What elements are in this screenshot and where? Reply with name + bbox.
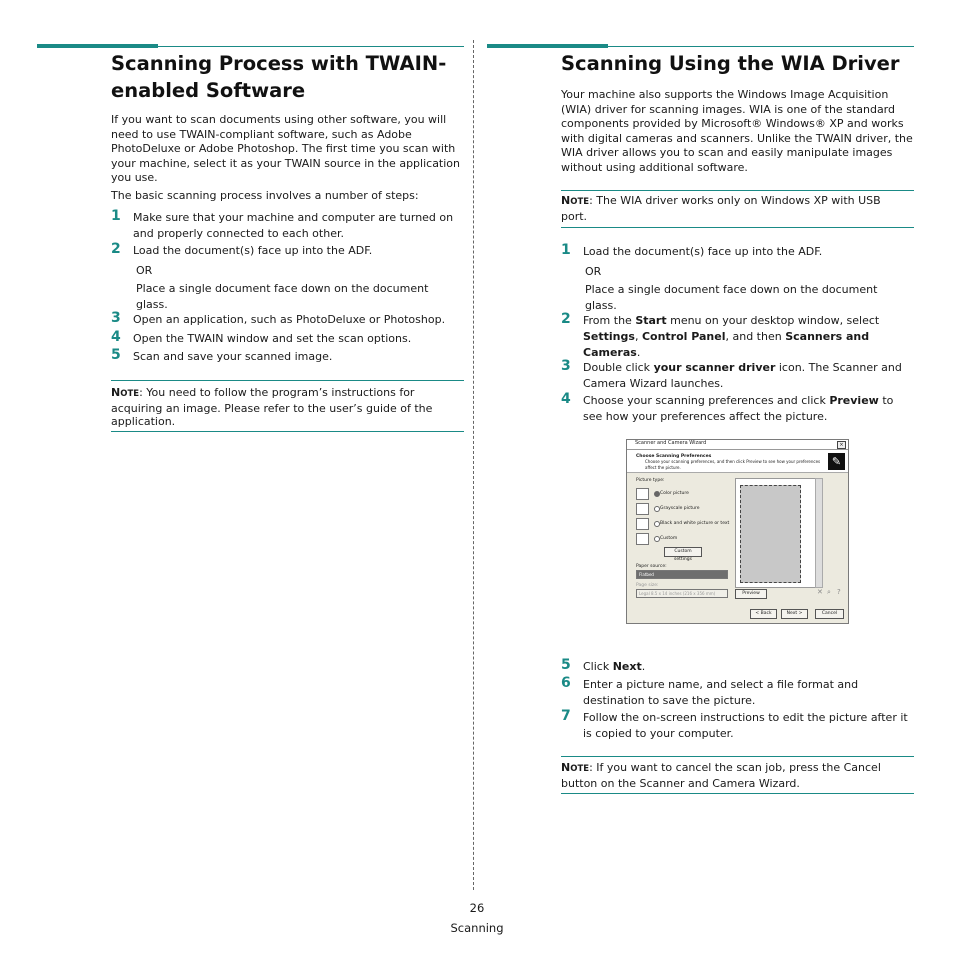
left-header-rule-thick	[37, 44, 158, 48]
right-intro: Your machine also supports the Windows Image Acquisition (WIA) driver for scanning images. WIA is one of the standard components provided by Microsoft® Windows® XP and works with digital cameras and scanners. Unlike the TWAIN driver, the WIA driver allows you to scan and easily manipulate images without using additional software.	[561, 88, 913, 174]
right-step-2-text: From the Start menu on your desktop window, select Settings, Control Panel, and then Scanners and Cameras.	[583, 314, 880, 359]
left-alt-text: Place a single document face down on the document glass.	[136, 282, 429, 311]
right-step-2-number: 2	[561, 311, 571, 327]
dialog-header	[627, 450, 848, 473]
preview-image	[740, 485, 801, 583]
right-step-1-number: 1	[561, 242, 571, 258]
right-note2-bottom-rule	[561, 793, 914, 794]
right-or-text: OR	[585, 265, 602, 278]
right-note2-top-rule	[561, 756, 914, 757]
right-step-4-number: 4	[561, 391, 571, 407]
left-note: NOTE: You need to follow the program’s instructions for acquiring an image. Please refer to the user’s guide of the application.	[111, 386, 433, 428]
custom-settings-button: Custom settings	[664, 547, 702, 557]
left-step-4-number: 4	[111, 329, 121, 345]
cancel-button: Cancel	[815, 609, 844, 619]
right-step-1-text: Load the document(s) face up into the ADF.	[583, 245, 823, 258]
left-step-5-text: Scan and save your scanned image.	[133, 350, 333, 363]
right-header-rule-thin	[608, 46, 914, 47]
left-step-1-number: 1	[111, 208, 121, 224]
left-step-3-text: Open an application, such as PhotoDeluxe or Photoshop.	[133, 313, 446, 326]
left-note-bottom-rule	[111, 431, 464, 432]
left-note-top-rule	[111, 380, 464, 381]
scanner-wizard-screenshot	[626, 439, 849, 624]
back-button: < Back	[750, 609, 777, 619]
color-picture-icon	[636, 488, 649, 500]
preview-scrollbar	[815, 478, 823, 588]
right-note1-bottom-rule	[561, 227, 914, 228]
paper-source-label: Paper source:	[636, 564, 667, 569]
custom-icon	[636, 533, 649, 545]
wizard-logo-icon: ✎	[828, 453, 845, 470]
grayscale-picture-icon	[636, 503, 649, 515]
left-step-4-text: Open the TWAIN window and set the scan options.	[133, 332, 412, 345]
left-header-rule-thin	[158, 46, 464, 47]
color-picture-label: Color picture	[660, 491, 689, 496]
grayscale-picture-label: Grayscale picture	[660, 506, 700, 511]
custom-label: Custom	[660, 536, 678, 541]
right-heading: Scanning Using the WIA Driver	[561, 52, 900, 75]
black-white-icon	[636, 518, 649, 530]
left-step-1-text: Make sure that your machine and computer are turned on and properly connected to each other.	[133, 211, 454, 240]
preview-button: Preview	[735, 589, 767, 599]
left-heading: Scanning Process with TWAIN- enabled Software	[111, 52, 447, 102]
left-or-text: OR	[136, 264, 153, 277]
black-white-label: Black and white picture or text	[660, 521, 730, 526]
footer-section: Scanning	[450, 921, 504, 935]
help-icon: ?	[837, 588, 841, 596]
next-button: Next >	[781, 609, 808, 619]
right-step-6-number: 6	[561, 675, 571, 691]
right-note1-top-rule	[561, 190, 914, 191]
left-intro: If you want to scan documents using other software, you will need to use TWAIN-compliant software, such as Adobe PhotoDeluxe or Adobe Photoshop. The first time you scan with your machine, select it as your TWAIN source in the application you use.	[111, 113, 461, 185]
page-number: 26	[469, 901, 485, 915]
paper-source-select: Flatbed	[636, 570, 728, 579]
left-step-2-number: 2	[111, 241, 121, 257]
page-size-select: Legal 8.5 x 14 inches (216 x 356 mm)	[636, 589, 728, 598]
right-step-5-number: 5	[561, 657, 571, 673]
zoom-icon: ⌕	[827, 588, 831, 596]
right-note-2: NOTE: If you want to cancel the scan job, press the Cancel button on the Scanner and Camera Wizard.	[561, 761, 881, 790]
right-note-1: NOTE: The WIA driver works only on Windows XP with USB port.	[561, 194, 881, 223]
right-step-7-text: Follow the on-screen instructions to edit the picture after it is copied to your computer.	[583, 711, 908, 740]
rotate-icon: ✕	[817, 588, 823, 596]
close-icon: ×	[837, 441, 846, 449]
dialog-title: Scanner and Camera Wizard	[635, 440, 707, 446]
picture-type-label: Picture type:	[636, 478, 665, 483]
dialog-head-title: Choose Scanning Preferences	[636, 454, 712, 459]
page-size-label: Page size:	[636, 583, 659, 588]
dialog-title-bar	[627, 440, 848, 450]
right-step-5-text: Click Next.	[583, 660, 646, 673]
preview-area	[735, 478, 817, 588]
right-step-3-number: 3	[561, 358, 571, 374]
right-header-rule-thick	[487, 44, 608, 48]
left-basic-steps-text: The basic scanning process involves a number of steps:	[111, 189, 419, 202]
right-step-7-number: 7	[561, 708, 571, 724]
left-step-3-number: 3	[111, 310, 121, 326]
right-step-4-text: Choose your scanning preferences and click Preview to see how your preferences affect the picture.	[583, 394, 894, 423]
right-step-6-text: Enter a picture name, and select a file format and destination to save the picture.	[583, 678, 859, 707]
column-divider	[473, 40, 474, 890]
left-step-2-text: Load the document(s) face up into the ADF.	[133, 244, 373, 257]
dialog-head-subtitle: Choose your scanning preferences, and then click Preview to see how your preferences affect the picture.	[645, 459, 821, 470]
right-alt-text: Place a single document face down on the document glass.	[585, 283, 878, 312]
right-step-3-text: Double click your scanner driver icon. The Scanner and Camera Wizard launches.	[583, 361, 902, 390]
left-step-5-number: 5	[111, 347, 121, 363]
